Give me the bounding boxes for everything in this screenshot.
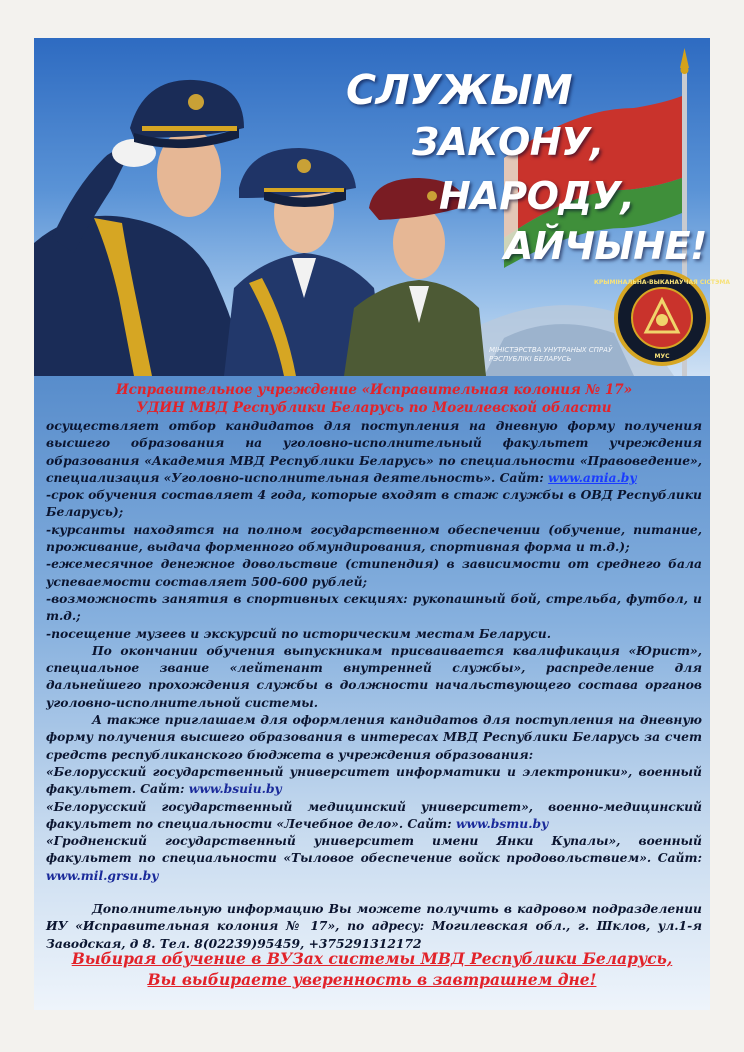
ministry-caption (489, 346, 619, 364)
bsuiu-link[interactable]: www.bsuiu.by (188, 781, 282, 797)
footer-line-1: Выбирая обучение в ВУЗах системы МВД Республики Беларусь, (71, 949, 673, 968)
university-item: «Гродненский государственный университет имени Янки Купалы», военный факультет по специальности «Тыловое обеспечение войск продовольствием». Сайт: www.mil.grsu.by (46, 833, 702, 883)
university-item: «Белорусский государственный университет информатики и электроники», военный факультет. Сайт: www.bsuiu.by (46, 763, 702, 797)
svg-text:МУС: МУС (654, 353, 670, 360)
footer-slogan (34, 948, 710, 990)
bullet-item: -курсанты находятся на полном государственном обеспечении (обучение, питание, проживание, выдача форменного обмундирования, спортивная форма и т.д.); (46, 521, 702, 555)
slogan-line-2: ЗАКОНУ, (412, 120, 604, 164)
bsmu-link[interactable]: www.bsmu.by (455, 815, 549, 831)
poster (34, 38, 731, 1010)
heading-line-2: УДИН МВД Республики Беларусь по Могилевской области (136, 400, 612, 416)
slogan-line-3: НАРОДУ, (439, 174, 635, 218)
main-text (46, 381, 702, 952)
bullet-item: -посещение музеев и экскурсий по историческим местам Беларуси. (46, 625, 551, 641)
bullet-item: -возможность занятия в спортивных секциях: рукопашный бой, стрельба, футбол, и т.д.; (46, 590, 702, 624)
bullet-item: -ежемесячное денежное довольствие (стипендия) в зависимости от среднего бала успеваемости составляет 500-600 рублей; (46, 556, 702, 589)
graduation-paragraph: По окончании обучения выпускникам присваивается квалификация «Юрист», специальное звание «лейтенант внутренней службы», распределение для дальнейшего прохождения службы в должности начальствующего состава органов уголовно-исполнительной системы. (46, 642, 702, 710)
grsu-link[interactable]: www.mil.grsu.by (46, 867, 159, 883)
intro-text: осуществляет отбор кандидатов для поступления на дневную форму получения высшего образования на уголовно-исполнительный факультет учреждения образования «Академия МВД Республики Беларусь» по специальности «Правоведение», специализация «Уголовно-исполнительная деятельность». Сайт: (46, 418, 702, 485)
ministry-caption-line-1: МІНІСТЭРСТВА УНУТРАНЫХ СПРАЎ (489, 346, 613, 354)
bullet-item: -срок обучения составляет 4 года, которые входят в стаж службы в ОВД Республики Беларусь); (46, 487, 702, 520)
header-banner (34, 38, 731, 376)
slogan-line-4: АЙЧЫНЕ! (504, 224, 707, 268)
intro-paragraph (46, 417, 702, 486)
invite-paragraph: А также приглашаем для оформления кандидатов для поступления на дневную форму получения высшего образования в интересах МВД Республики Беларусь за счет средств республиканского бюджета в учреждения образования: (46, 712, 702, 762)
slogan-line-1: СЛУЖЫМ (346, 66, 573, 114)
heading-line-1: Исправительное учреждение «Исправительная колония № 17» (115, 382, 633, 398)
amia-link[interactable]: www.amia.by (548, 469, 637, 485)
institution-heading (46, 381, 702, 417)
ministry-caption-line-2: РЭСПУБЛІКІ БЕЛАРУСЬ (489, 355, 572, 363)
svg-text:КРЫМІНАЛЬНА-ВЫКАНАЎЧАЯ СІСТЭМА: КРЫМІНАЛЬНА-ВЫКАНАЎЧАЯ СІСТЭМА (593, 279, 731, 286)
contact-paragraph: Дополнительную информацию Вы можете получить в кадровом подразделении ИУ «Исправительная колония № 17», по адресу: Могилевская обл., г. Шклов, ул.1-я Заводская, д 8. Тел. 8(02239)95459, +375291312172 (46, 901, 702, 951)
university-item: «Белорусский государственный медицинский университет», военно-медицинский факультет по специальности «Лечебное дело». Сайт: www.bsmu.by (46, 798, 702, 831)
footer-line-2: Вы выбираете уверенность в завтрашнем дне! (147, 970, 597, 989)
